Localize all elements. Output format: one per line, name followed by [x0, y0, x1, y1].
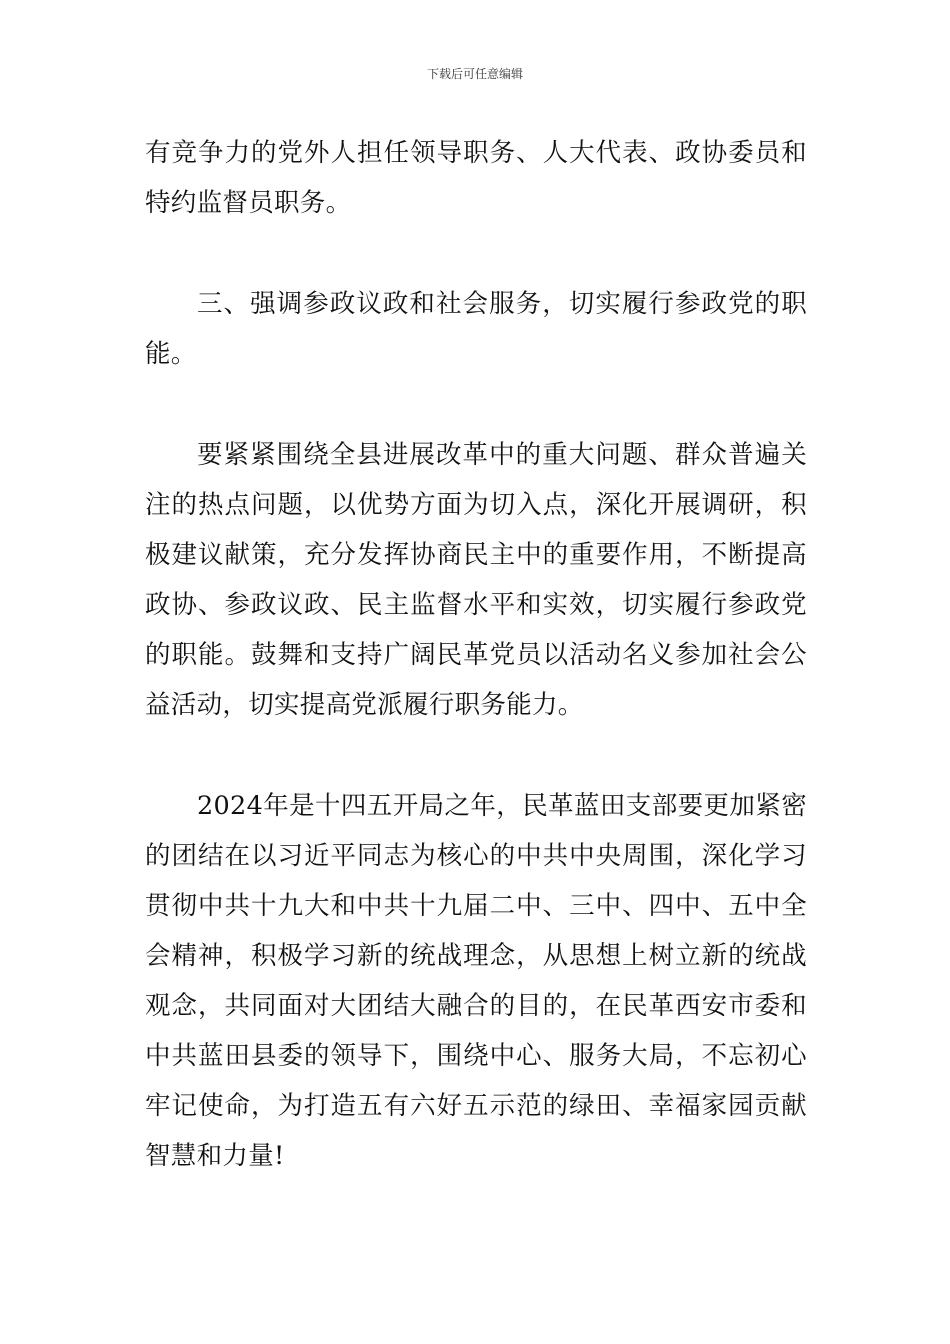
paragraph-body: 要紧紧围绕全县进展改革中的重大问题、群众普遍关注的热点问题，以优势方面为切入点，深化开展调研，积极建议献策，充分发挥协商民主中的重要作用，不断提高政协、参政议政、民主监督水平和实效，切实履行参政党的职能。鼓舞和支持广阔民革党员以活动名义参加社会公益活动，切实提高党派履行职务能力。: [145, 440, 807, 720]
paragraph-gap: [145, 730, 807, 781]
section-heading-three: 三、强调参政议政和社会服务，切实履行参政党的职能。: [145, 289, 807, 369]
page-header-note: 下载后可任意编辑: [426, 67, 523, 81]
document-body: [145, 128, 807, 1181]
paragraph-continuation: 有竞争力的党外人担任领导职务、人大代表、政协委员和特约监督员职务。: [145, 138, 807, 218]
paragraph-gap: [145, 228, 807, 279]
paragraph-closing: 2024年是十四五开局之年，民革蓝田支部要更加紧密的团结在以习近平同志为核心的中共中央周围，深化学习贯彻中共十九大和中共十九届二中、三中、四中、五中全会精神，积极学习新的统战理念，从思想上树立新的统战观念，共同面对大团结大融合的目的，在民革西安市委和中共蓝田县委的领导下，围绕中心、服务大局，不忘初心牢记使命，为打造五有六好五示范的绿田、幸福家园贡献智慧和力量!: [145, 791, 807, 1171]
paragraph-gap: [145, 379, 807, 430]
